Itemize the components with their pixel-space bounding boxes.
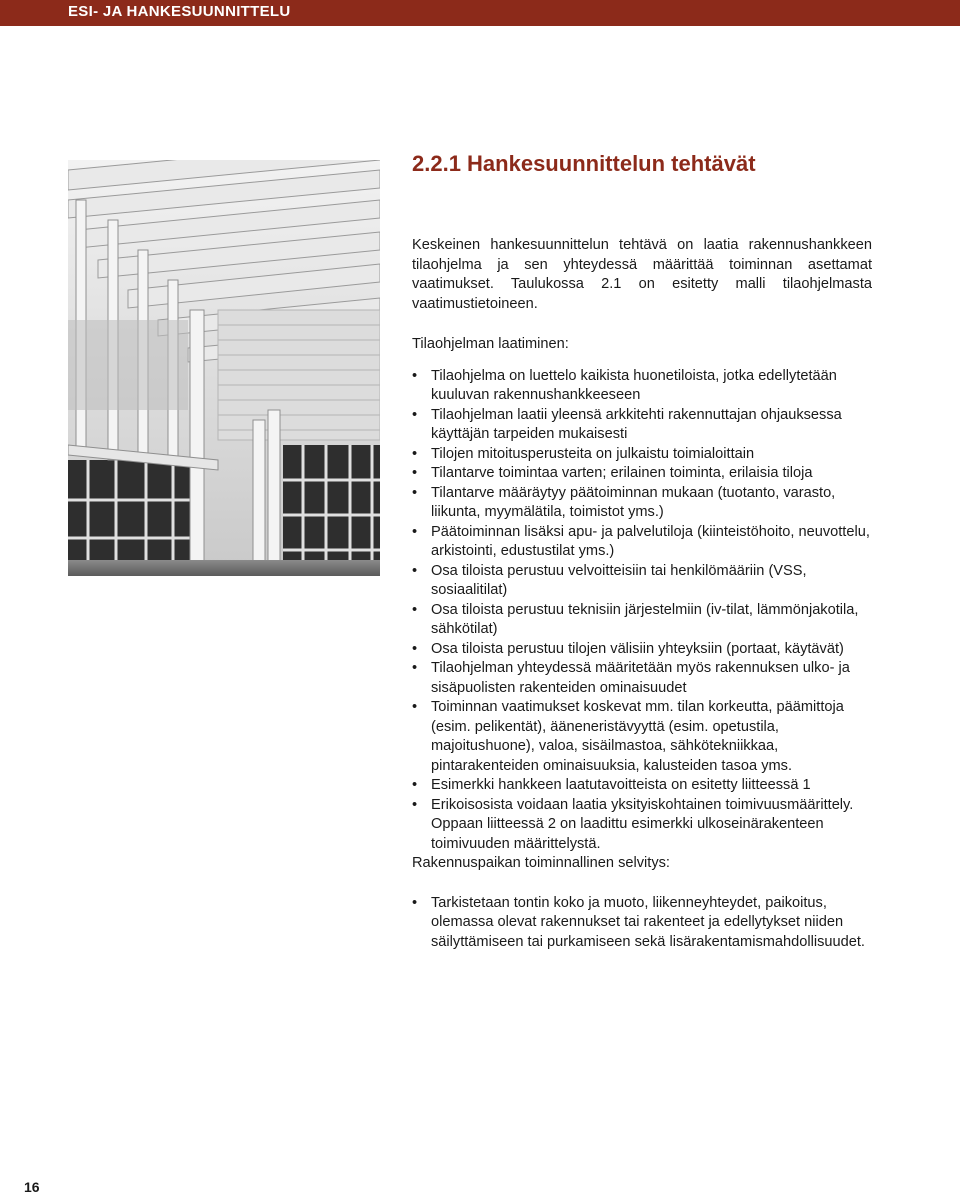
header-title: ESI- JA HANKESUUNNITTELU [68,3,291,20]
list-item: • Tilaohjelma on luettelo kaikista huonetiloista, jotka edellytetään kuuluvan rakennushankkeeseen [412,367,872,406]
header-bar [0,0,960,26]
construction-photo-icon [68,160,380,576]
intro-paragraph: Keskeinen hankesuunnittelun tehtävä on laatia rakennushankkeen tilaohjelma ja sen yhteydessä määrittää toiminnan asettamat vaatimukset. Taulukossa 2.1 on esitetty malli tilaohjelmasta vaatimustietoineen. [412,237,872,312]
list-item: • Päätoiminnan lisäksi apu- ja palvelutiloja (kiinteistöhoito, neuvottelu, arkistointi, edustustilat yms.) [412,523,872,562]
list-item: • Osa tiloista perustuu tilojen välisiin yhteyksiin (portaat, käytävät) [412,640,872,660]
list-item: • Esimerkki hankkeen laatutavoitteista on esitetty liitteessä 1 [412,776,872,796]
list-item: • Erikoisosista voidaan laatia yksityiskohtainen toimivuusmäärittely. Oppaan liitteessä 2 on laadittu esimerkki ulkoseinärakenteen toimivuuden määrittelystä. [412,796,872,855]
subheading-site-survey: Rakennuspaikan toiminnallinen selvitys: [412,855,670,871]
list-item: • Osa tiloista perustuu teknisiin järjestelmiin (iv-tilat, lämmönjakotila, sähkötilat) [412,601,872,640]
section-title: 2.2.1 Hankesuunnittelun tehtävät [412,151,756,176]
list-item: • Tilaohjelman yhteydessä määritetään myös rakennuksen ulko- ja sisäpuolisten rakenteiden ominaisuudet [412,659,872,698]
bullet-list-space-program [412,367,872,855]
list-item: • Tarkistetaan tontin koko ja muoto, liikenneyhteydet, paikoitus, olemassa olevat rakennukset tai rakenteet ja edellytykset niiden säilyttämiseen tai purkamiseen sekä lisärakentamismahdollisuudet. [412,894,872,953]
page-number: 16 [24,1179,40,1195]
subheading-space-program: Tilaohjelman laatiminen: [412,336,569,352]
list-item: • Toiminnan vaatimukset koskevat mm. tilan korkeutta, päämittoja (esim. pelikentät), ääneneristävyyttä (esim. opetustila, majoitushuone), valoa, sisäilmastoa, sähkötekniikkaa, pintarakenteiden ominaisuuksia, kalusteiden tasoa yms. [412,698,872,776]
main-content [412,150,872,952]
list-item: • Tilaohjelman laatii yleensä arkkitehti rakennuttajan ohjauksessa käyttäjän tarpeiden mukaisesti [412,406,872,445]
list-item: • Tilantarve toimintaa varten; erilainen toiminta, erilaisia tiloja [412,464,872,484]
list-item: • Tilojen mitoitusperusteita on julkaistu toimialoittain [412,445,872,465]
list-item: • Osa tiloista perustuu velvoitteisiin tai henkilömääriin (VSS, sosiaalitilat) [412,562,872,601]
bullet-list-site-survey [412,894,872,953]
list-item: • Tilantarve määräytyy päätoiminnan mukaan (tuotanto, varasto, liikunta, myymälätila, toimistot yms.) [412,484,872,523]
construction-photo [68,160,380,576]
